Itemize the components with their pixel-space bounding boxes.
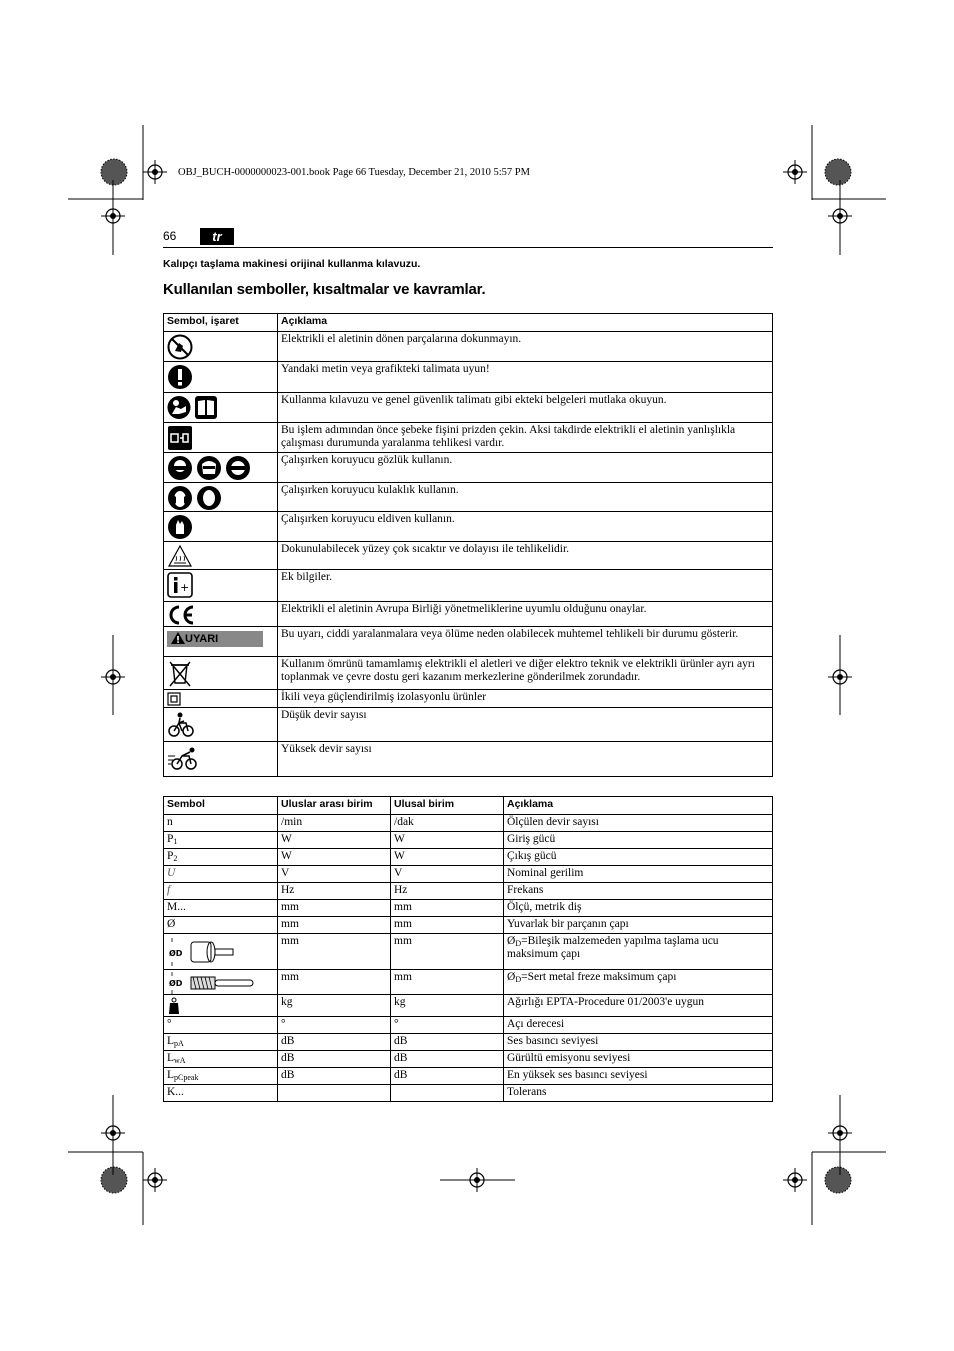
description-cell: Çalışırken koruyucu eldiven kullanın. bbox=[278, 512, 773, 542]
gloves-icon bbox=[167, 514, 193, 540]
intl-unit-cell: /min bbox=[278, 815, 391, 832]
symbol-cell bbox=[164, 1034, 278, 1051]
description-cell: Ölçülen devir sayısı bbox=[504, 815, 773, 832]
description-cell: Giriş gücü bbox=[504, 832, 773, 849]
diameter-label: ØD bbox=[169, 949, 183, 958]
table-row bbox=[164, 1051, 773, 1068]
ear-protection-icon bbox=[167, 485, 193, 511]
intl-unit-cell: ° bbox=[278, 1017, 391, 1034]
description-cell: Kullanma kılavuzu ve genel güvenlik talimatı gibi ekteki belgeleri mutlaka okuyun. bbox=[278, 393, 773, 423]
table-row bbox=[164, 849, 773, 866]
table-row bbox=[164, 832, 773, 849]
section-title: Kullanılan semboller, kısaltmalar ve kavramlar. bbox=[163, 281, 486, 298]
column-header: Uluslar arası birim bbox=[278, 797, 391, 815]
table-row bbox=[164, 657, 773, 690]
natl-unit-cell: mm bbox=[391, 917, 504, 934]
natl-unit-cell: mm bbox=[391, 900, 504, 917]
warning-badge bbox=[167, 631, 263, 647]
table-row bbox=[164, 1085, 773, 1102]
intl-unit-cell: dB bbox=[278, 1034, 391, 1051]
column-header: Açıklama bbox=[504, 797, 773, 815]
symbol-cell: n bbox=[164, 815, 278, 832]
desc-subscript: D bbox=[515, 975, 522, 984]
table-header-row bbox=[164, 797, 773, 815]
symbol-cell bbox=[164, 849, 278, 866]
document-subtitle: Kalıpçı taşlama makinesi orijinal kullanma kılavuzu. bbox=[163, 258, 421, 270]
description-cell: Yüksek devir sayısı bbox=[278, 742, 773, 777]
hot-surface-icon bbox=[167, 544, 193, 568]
low-speed-bike-icon bbox=[167, 710, 195, 738]
column-header: Sembol, işaret bbox=[164, 314, 278, 332]
natl-unit-cell: /dak bbox=[391, 815, 504, 832]
table-row bbox=[164, 512, 773, 542]
weight-icon bbox=[167, 997, 181, 1015]
ear-protection-alt-icon bbox=[196, 485, 222, 511]
table-row bbox=[164, 423, 773, 453]
symbol-subscript: pCpeak bbox=[174, 1073, 199, 1082]
desc-subscript: D bbox=[515, 939, 522, 948]
natl-unit-cell: ° bbox=[391, 1017, 504, 1034]
double-insulation-icon bbox=[167, 692, 181, 706]
description-cell: Bu uyarı, ciddi yaralanmalara veya ölüme neden olabilecek muhtemel tehlikeli bir durumu gösterir. bbox=[278, 627, 773, 657]
description-cell: İkili veya güçlendirilmiş izolasyonlu ürünler bbox=[278, 690, 773, 708]
language-tag: tr bbox=[200, 228, 234, 245]
natl-unit-cell bbox=[391, 1085, 504, 1102]
symbol-cell: f bbox=[164, 883, 278, 900]
table-row bbox=[164, 883, 773, 900]
header-rule bbox=[163, 247, 773, 248]
symbol-text: L bbox=[167, 1069, 175, 1081]
table-row bbox=[164, 995, 773, 1017]
symbol-cell bbox=[164, 1051, 278, 1068]
symbol-subscript: pA bbox=[174, 1039, 184, 1048]
description-cell: Elektrikli el aletinin dönen parçalarına dokunmayın. bbox=[278, 332, 773, 362]
description-cell: Frekans bbox=[504, 883, 773, 900]
table-row bbox=[164, 483, 773, 512]
natl-unit-cell: dB bbox=[391, 1068, 504, 1085]
intl-unit-cell: dB bbox=[278, 1068, 391, 1085]
description-cell: Elektrikli el aletinin Avrupa Birliği yönetmeliklerine uyumlu olduğunu onaylar. bbox=[278, 602, 773, 627]
desc-symbol: Ø bbox=[507, 935, 516, 947]
grinding-point-diameter-icon bbox=[167, 936, 237, 968]
symbols-table bbox=[163, 313, 773, 777]
intl-unit-cell: mm bbox=[278, 917, 391, 934]
desc-text: =Sert metal freze maksimum çapı bbox=[521, 971, 677, 983]
info-icon bbox=[167, 572, 193, 598]
description-cell bbox=[504, 934, 773, 970]
intl-unit-cell: W bbox=[278, 849, 391, 866]
table-row bbox=[164, 708, 773, 742]
table-row bbox=[164, 453, 773, 483]
symbol-cell: K... bbox=[164, 1085, 278, 1102]
column-header: Ulusal birim bbox=[391, 797, 504, 815]
natl-unit-cell: dB bbox=[391, 1051, 504, 1068]
intl-unit-cell bbox=[278, 1085, 391, 1102]
table-row bbox=[164, 815, 773, 832]
page-number: 66 bbox=[163, 229, 177, 243]
table-row bbox=[164, 602, 773, 627]
description-cell: En yüksek ses basıncı seviyesi bbox=[504, 1068, 773, 1085]
description-cell: Ek bilgiler. bbox=[278, 570, 773, 602]
description-cell: Bu işlem adımından önce şebeke fişini prizden çekin. Aksi takdirde elektrikli el aletinin yanlışlıkla çalışması durumunda yaralanma tehlikesi vardır. bbox=[278, 423, 773, 453]
table-row bbox=[164, 1017, 773, 1034]
natl-unit-cell: mm bbox=[391, 970, 504, 995]
symbol-subscript: 2 bbox=[173, 854, 178, 863]
description-cell: Gürültü emisyonu seviyesi bbox=[504, 1051, 773, 1068]
description-cell: Ölçü, metrik diş bbox=[504, 900, 773, 917]
symbol-cell bbox=[164, 1068, 278, 1085]
table-row bbox=[164, 393, 773, 423]
table-row bbox=[164, 362, 773, 393]
column-header: Sembol bbox=[164, 797, 278, 815]
symbol-subscript: 1 bbox=[173, 837, 178, 846]
description-cell: Çalışırken koruyucu gözlük kullanın. bbox=[278, 453, 773, 483]
description-cell: Düşük devir sayısı bbox=[278, 708, 773, 742]
natl-unit-cell: V bbox=[391, 866, 504, 883]
symbol-cell bbox=[164, 970, 278, 995]
symbol-cell bbox=[164, 995, 278, 1017]
mandatory-action-icon bbox=[167, 364, 193, 390]
table-row bbox=[164, 627, 773, 657]
table-row bbox=[164, 742, 773, 777]
description-cell: Dokunulabilecek yüzey çok sıcaktır ve dolayısı ile tehlikelidir. bbox=[278, 542, 773, 570]
high-speed-bike-icon bbox=[167, 744, 201, 772]
face-shield-icon bbox=[196, 455, 222, 481]
intl-unit-cell: mm bbox=[278, 934, 391, 970]
warning-icon bbox=[171, 632, 185, 644]
unplug-icon bbox=[167, 425, 193, 451]
natl-unit-cell: W bbox=[391, 832, 504, 849]
description-cell: Tolerans bbox=[504, 1085, 773, 1102]
symbol-cell: M... bbox=[164, 900, 278, 917]
description-cell: Ses basıncı seviyesi bbox=[504, 1034, 773, 1051]
natl-unit-cell: kg bbox=[391, 995, 504, 1017]
intl-unit-cell: dB bbox=[278, 1051, 391, 1068]
read-manual-icon bbox=[167, 395, 191, 420]
desc-symbol: Ø bbox=[507, 971, 516, 983]
table-row bbox=[164, 970, 773, 995]
symbol-cell: U bbox=[164, 866, 278, 883]
table-row bbox=[164, 866, 773, 883]
intl-unit-cell: kg bbox=[278, 995, 391, 1017]
table-row bbox=[164, 690, 773, 708]
description-cell: Yandaki metin veya grafikteki talimata uyun! bbox=[278, 362, 773, 393]
natl-unit-cell: W bbox=[391, 849, 504, 866]
intl-unit-cell: mm bbox=[278, 900, 391, 917]
ce-mark-icon bbox=[167, 604, 197, 626]
units-table bbox=[163, 796, 773, 1102]
symbol-text: L bbox=[167, 1052, 175, 1064]
weee-bin-icon bbox=[167, 659, 193, 687]
svg-text:+: + bbox=[180, 581, 190, 594]
manual-book-icon bbox=[194, 395, 218, 420]
description-cell bbox=[504, 970, 773, 995]
symbol-cell: ° bbox=[164, 1017, 278, 1034]
intl-unit-cell: W bbox=[278, 832, 391, 849]
table-row bbox=[164, 900, 773, 917]
description-cell: Kullanım ömrünü tamamlamış elektrikli el aletleri ve diğer elektro teknik ve elektrikli ürünler ayrı ayrı toplanmak ve çevre dostu geri kazanım merkezlerine gönderilmek zorundadır. bbox=[278, 657, 773, 690]
column-header: Açıklama bbox=[278, 314, 773, 332]
table-row bbox=[164, 934, 773, 970]
safety-goggles-icon bbox=[167, 455, 193, 481]
description-cell: Çalışırken koruyucu kulaklık kullanın. bbox=[278, 483, 773, 512]
description-cell: Çıkış gücü bbox=[504, 849, 773, 866]
symbol-cell: Ø bbox=[164, 917, 278, 934]
table-row bbox=[164, 332, 773, 362]
desc-text: =Bileşik malzemeden yapılma taşlama ucu maksimum çapı bbox=[507, 935, 719, 960]
table-row bbox=[164, 1034, 773, 1051]
symbol-text: P bbox=[167, 833, 174, 845]
intl-unit-cell: mm bbox=[278, 970, 391, 995]
table-row bbox=[164, 1068, 773, 1085]
intl-unit-cell: Hz bbox=[278, 883, 391, 900]
description-cell: Açı derecesi bbox=[504, 1017, 773, 1034]
description-cell: Nominal gerilim bbox=[504, 866, 773, 883]
natl-unit-cell: dB bbox=[391, 1034, 504, 1051]
table-row bbox=[164, 542, 773, 570]
symbol-cell bbox=[164, 832, 278, 849]
symbol-text: P bbox=[167, 850, 174, 862]
intl-unit-cell: V bbox=[278, 866, 391, 883]
goggles-alt-icon bbox=[225, 455, 251, 481]
table-header-row bbox=[164, 314, 773, 332]
table-row bbox=[164, 570, 773, 602]
description-cell: Yuvarlak bir parçanın çapı bbox=[504, 917, 773, 934]
symbol-cell bbox=[164, 934, 278, 970]
natl-unit-cell: mm bbox=[391, 934, 504, 970]
description-cell: Ağırlığı EPTA-Procedure 01/2003'e uygun bbox=[504, 995, 773, 1017]
symbol-subscript: wA bbox=[174, 1056, 186, 1065]
symbol-text: L bbox=[167, 1035, 175, 1047]
table-row bbox=[164, 917, 773, 934]
natl-unit-cell: Hz bbox=[391, 883, 504, 900]
diameter-label: ØD bbox=[169, 979, 183, 988]
no-touch-rotating-parts-icon bbox=[167, 334, 193, 360]
warning-label: UYARI bbox=[185, 633, 219, 645]
milling-cutter-diameter-icon bbox=[167, 972, 257, 994]
print-info-line: OBJ_BUCH-0000000023-001.book Page 66 Tuesday, December 21, 2010 5:57 PM bbox=[178, 167, 530, 178]
